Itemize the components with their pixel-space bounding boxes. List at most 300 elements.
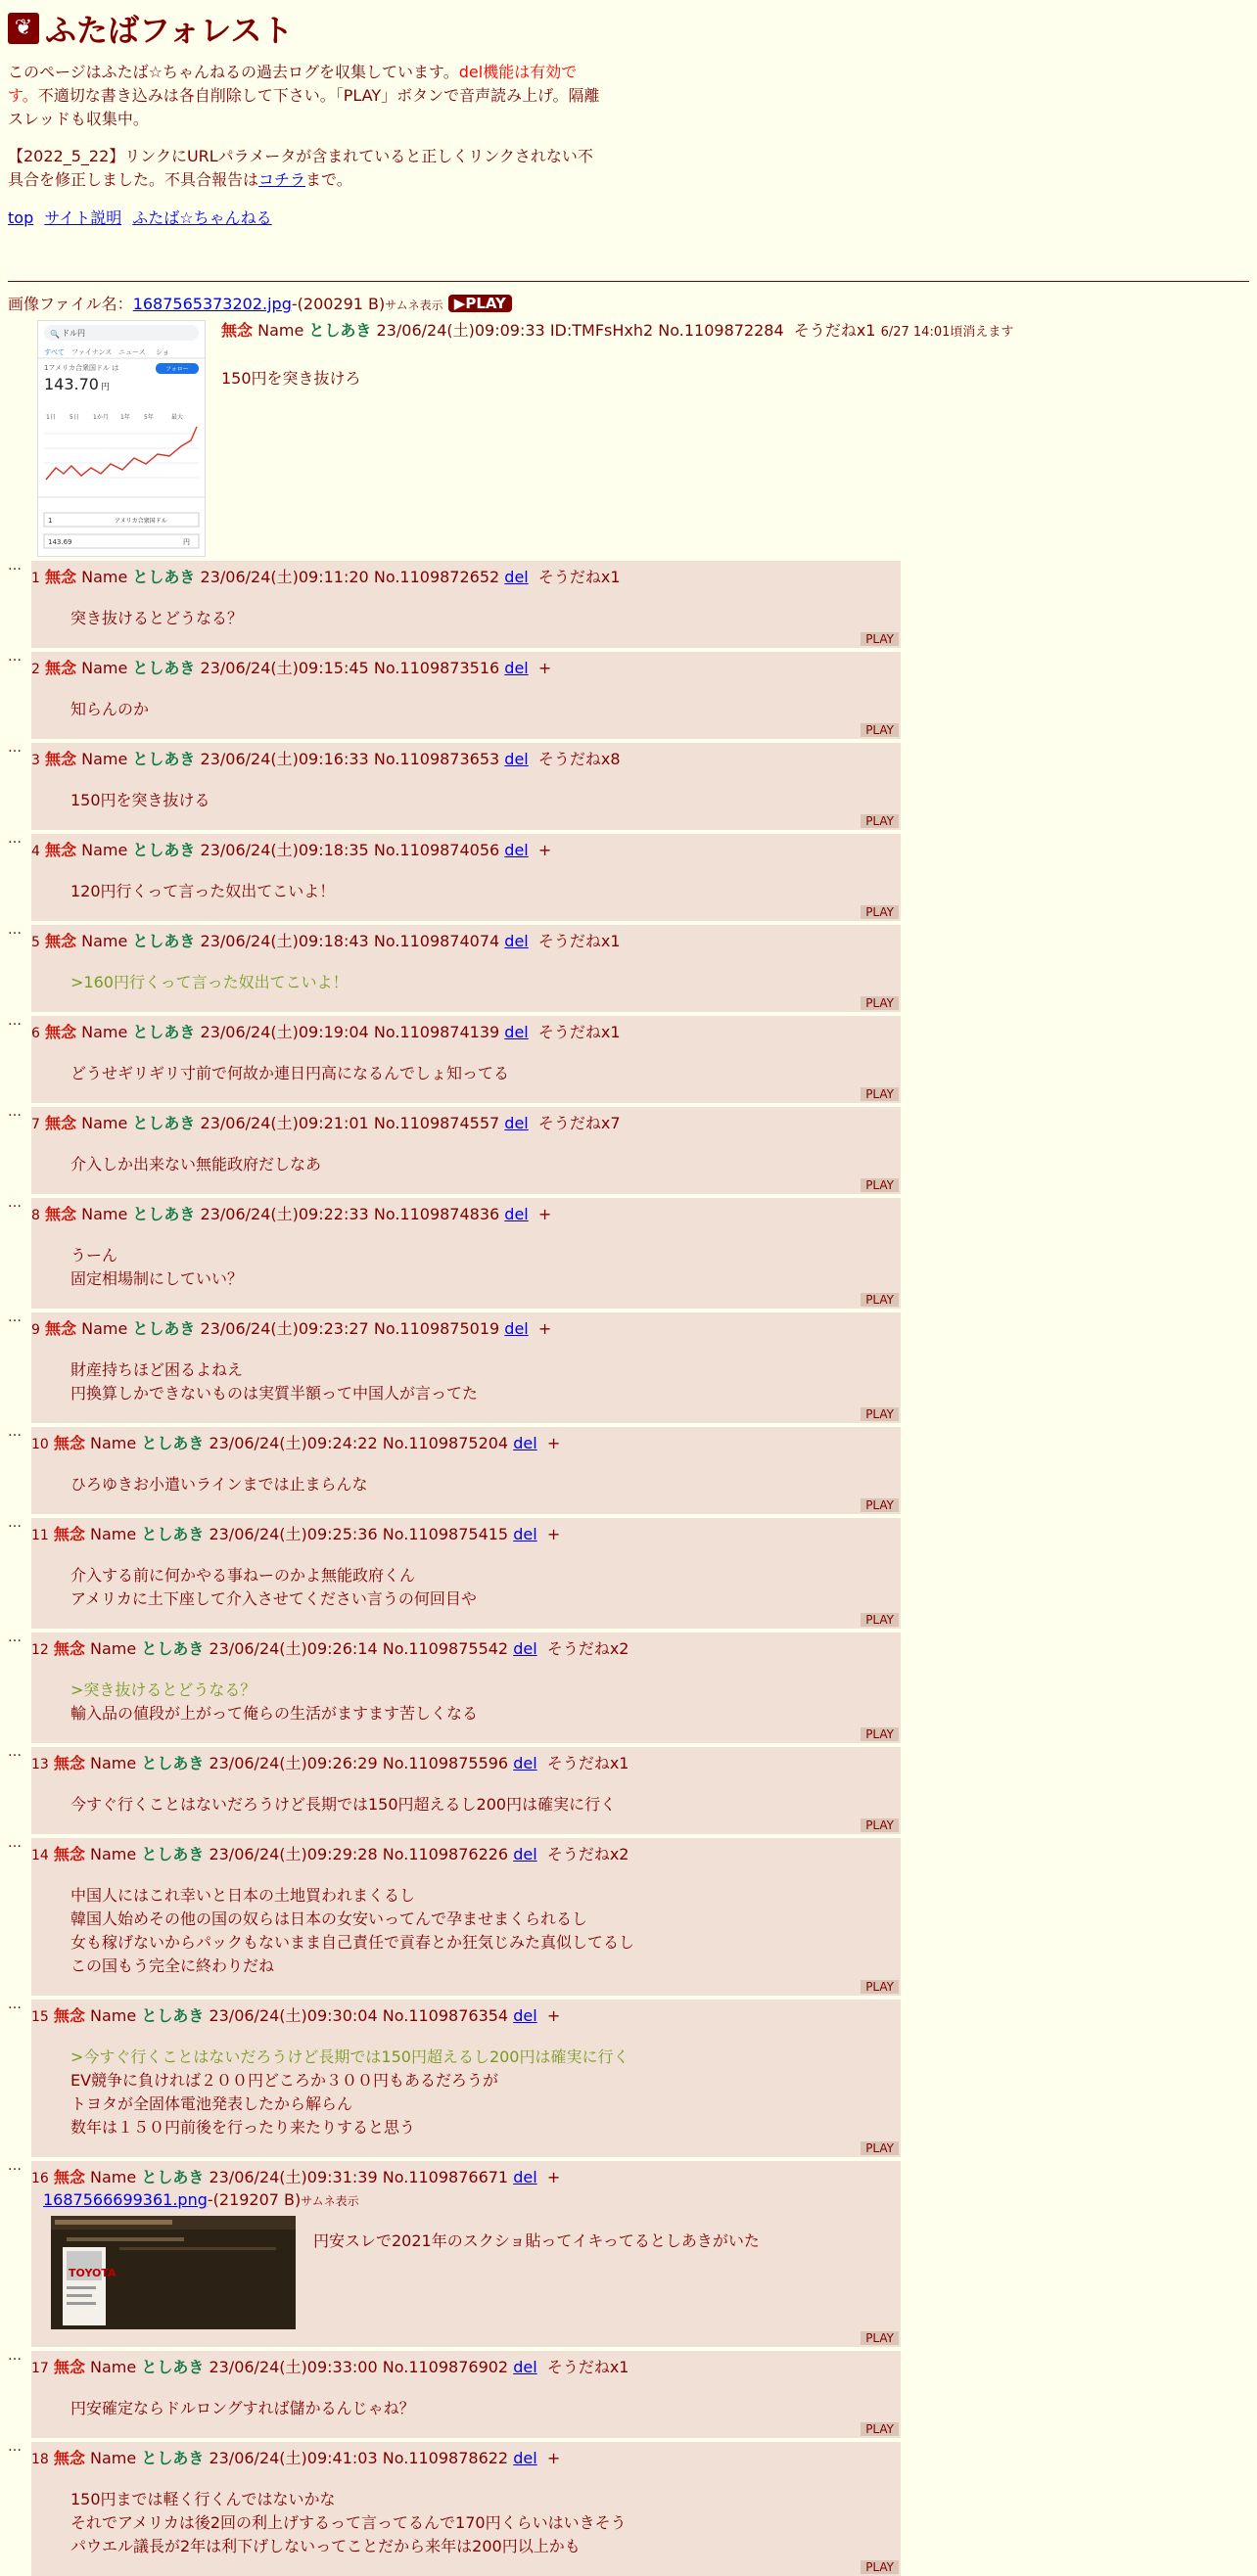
reply-box	[31, 1633, 901, 1743]
reply-box	[31, 2442, 901, 2576]
reply-row	[8, 1630, 1249, 1743]
reply-message	[70, 880, 901, 903]
reply-name: としあき	[141, 1845, 205, 1863]
reply-marker: …	[8, 2158, 22, 2174]
reply-index: 4	[31, 844, 40, 859]
thumb-range-max: 最大	[171, 414, 184, 421]
reply-no[interactable]: No.1109873516	[373, 659, 500, 677]
sodane-button[interactable]: +	[546, 2449, 561, 2467]
reply-play-button[interactable]: PLAY	[861, 1178, 899, 1192]
message-line: EV競争に負ければ２００円どころか３００円もあるだろうが	[70, 2071, 499, 2090]
del-link[interactable]: del	[504, 1023, 529, 1041]
reply-name: としあき	[132, 1114, 196, 1132]
quote-line: >突き抜けるとどうなる？	[70, 1680, 256, 1699]
reply-box	[31, 1198, 901, 1309]
sodane-button[interactable]: +	[537, 1319, 552, 1338]
site-header	[8, 6, 1249, 51]
message-line: 150円までは軽く行くんではないかな	[70, 2490, 336, 2508]
reply-marker: …	[8, 831, 22, 847]
reply-row	[8, 1013, 1249, 1103]
reply-play-button[interactable]: PLAY	[861, 1293, 899, 1307]
sodane-button[interactable]: そうだねx1	[537, 568, 621, 586]
play-icon: ▶	[453, 295, 466, 312]
reply-datetime: 23/06/24(土)09:18:35	[200, 841, 369, 859]
thumb-tab-news: ニュース	[118, 348, 146, 356]
reply-index: 1	[31, 571, 40, 586]
reply-index: 2	[31, 662, 40, 677]
reply-row	[8, 2158, 1249, 2347]
reply-header	[31, 1844, 901, 1866]
reply-marker: …	[8, 649, 22, 665]
del-link[interactable]: del	[504, 932, 529, 950]
reply-row	[8, 2439, 1249, 2576]
intro-pre: このページはふたば☆ちゃんねるの過去ログを収集しています。	[8, 63, 459, 81]
quote-line: >今すぐ行くことはないだろうけど長期では150円超えるし200円は確実に行く	[70, 2047, 629, 2066]
reply-name: としあき	[141, 2358, 205, 2376]
op-file-link[interactable]: 1687565373202.jpg	[132, 295, 292, 313]
reply-thumb-toggle[interactable]: サムネ表示	[301, 2194, 359, 2208]
reply-play-button[interactable]: PLAY	[861, 632, 899, 646]
sodane-button[interactable]: そうだねx1	[537, 1023, 621, 1041]
sodane-button[interactable]: そうだねx1	[537, 932, 621, 950]
del-link[interactable]: del	[513, 2449, 537, 2467]
reply-marker: …	[8, 1744, 22, 1760]
message-line: 突き抜けるとどうなる？	[70, 609, 244, 627]
sodane-button[interactable]: そうだねx8	[537, 750, 621, 768]
op-id: ID:TMFsHxh2	[549, 321, 654, 340]
reply-name-label: Name	[90, 1525, 137, 1543]
reply-header	[31, 1524, 901, 1546]
op-sodane[interactable]: そうだねx1	[793, 321, 876, 340]
message-line: 介入しか出来ない無能政府だしなあ	[70, 1155, 322, 1173]
thumb-search-icon: 🔍	[50, 330, 60, 339]
reply-box	[31, 1838, 901, 1996]
reply-name-label: Name	[81, 659, 128, 677]
nav-about-link[interactable]: サイト説明	[44, 208, 122, 227]
nav-top-link[interactable]: top	[8, 208, 34, 227]
reply-message	[313, 2230, 760, 2329]
reply-box	[31, 1312, 901, 1423]
reply-message	[70, 2046, 901, 2139]
sodane-button[interactable]: +	[546, 2168, 561, 2186]
reply-header	[31, 2357, 901, 2379]
reply-no[interactable]: No.1109874056	[373, 841, 500, 859]
reply-name: としあき	[132, 659, 196, 677]
reply-name: としあき	[141, 1639, 205, 1658]
reply-no[interactable]: No.1109875204	[382, 1434, 509, 1452]
op-datetime: 23/06/24(土)09:09:33	[376, 321, 545, 340]
op-header	[221, 320, 1249, 344]
reply-datetime: 23/06/24(土)09:23:27	[200, 1319, 369, 1338]
reply-marker: …	[8, 1310, 22, 1325]
reply-message	[70, 1793, 901, 1817]
sodane-button[interactable]: そうだねx2	[546, 1845, 629, 1863]
reply-name: としあき	[132, 1023, 196, 1041]
message-line: 円安確定ならドルロングすれば儲かるんじゃね？	[70, 2399, 415, 2417]
reply-datetime: 23/06/24(土)09:31:39	[209, 2168, 378, 2186]
reply-header	[31, 1318, 901, 1341]
del-link[interactable]: del	[504, 659, 529, 677]
reply-index: 9	[31, 1322, 40, 1338]
sodane-button[interactable]: +	[537, 1205, 552, 1223]
reply-index: 3	[31, 753, 40, 768]
reply-header	[31, 2005, 901, 2028]
message-line: 中国人にはこれ幸いと日本の土地買われまくるし	[70, 1886, 416, 1905]
reply-no[interactable]: No.1109875415	[382, 1525, 509, 1543]
reply-marker: …	[8, 1104, 22, 1120]
reply-play-button[interactable]: PLAY	[861, 996, 899, 1010]
reply-row	[8, 1515, 1249, 1629]
reply-name-label: Name	[81, 1319, 128, 1338]
reply-play-button[interactable]: PLAY	[861, 2560, 899, 2574]
reply-message	[70, 698, 901, 721]
site-title: ふたばフォレスト	[45, 12, 294, 49]
reply-datetime: 23/06/24(土)09:41:03	[209, 2449, 378, 2467]
del-link[interactable]: del	[513, 2006, 537, 2025]
reply-box	[31, 2161, 901, 2347]
reply-name-label: Name	[90, 1639, 137, 1658]
reply-play-button[interactable]: PLAY	[861, 1613, 899, 1627]
sodane-button[interactable]: そうだねx2	[546, 1639, 629, 1658]
reply-index: 18	[31, 2452, 49, 2467]
del-link[interactable]: del	[504, 1114, 529, 1132]
report-link[interactable]: コチラ	[258, 170, 306, 189]
message-line: アメリカに土下座して介入させてください言うの何回目や	[70, 1589, 477, 1608]
reply-play-button[interactable]: PLAY	[861, 2422, 899, 2436]
op-thumb-toggle[interactable]: サムネ表示	[385, 299, 443, 312]
reply-marker: …	[8, 1195, 22, 1211]
reply-row	[8, 1312, 1249, 1423]
message-line: 介入する前に何かやる事ねーのかよ無能政府くん	[70, 1566, 416, 1585]
reply-datetime: 23/06/24(土)09:22:33	[200, 1205, 369, 1223]
message-line: 150円を突き抜ける	[70, 791, 210, 809]
del-link[interactable]: del	[504, 841, 529, 859]
reply-subject: 無念	[45, 750, 77, 768]
reply-index: 5	[31, 935, 40, 950]
reply-header	[31, 1433, 901, 1455]
reply-play-button[interactable]: PLAY	[861, 1727, 899, 1741]
del-link[interactable]: del	[504, 750, 529, 768]
reply-name-label: Name	[90, 2006, 137, 2025]
reply-file-info	[43, 2189, 901, 2212]
reply-no[interactable]: No.1109874557	[373, 1114, 500, 1132]
reply-header	[31, 749, 901, 771]
reply-header	[31, 1204, 901, 1226]
reply-name-label: Name	[81, 932, 128, 950]
sodane-button[interactable]: +	[537, 659, 552, 677]
reply-play-button[interactable]: PLAY	[861, 1407, 899, 1421]
reply-header	[31, 658, 901, 680]
op-body	[221, 320, 1249, 557]
reply-header	[31, 1753, 901, 1775]
reply-index: 13	[31, 1757, 49, 1772]
reply-marker: …	[8, 740, 22, 756]
reply-box	[31, 2351, 901, 2438]
message-line: ひろゆきお小遣いラインまでは止まらんな	[70, 1475, 368, 1494]
del-link[interactable]: del	[504, 568, 529, 586]
reply-subject: 無念	[45, 1205, 77, 1223]
reply-no[interactable]: No.1109878622	[382, 2449, 509, 2467]
reply-index: 7	[31, 1117, 40, 1132]
op-no[interactable]: No.1109872284	[658, 321, 784, 340]
del-link[interactable]: del	[513, 1434, 537, 1452]
message-line: 固定相場制にしていい？	[70, 1269, 244, 1288]
thumb-field2-unit: 円	[183, 538, 190, 546]
thumb-tab-all: すべて	[44, 348, 65, 356]
reply-box	[31, 1747, 901, 1834]
sodane-button[interactable]: +	[546, 1434, 561, 1452]
reply-marker: …	[8, 1630, 22, 1645]
reply-row	[8, 1104, 1249, 1194]
reply-index: 17	[31, 2361, 49, 2376]
reply-no[interactable]: No.1109874074	[373, 932, 500, 950]
reply-marker: …	[8, 1515, 22, 1531]
message-line: 今すぐ行くことはないだろうけど長期では150円超えるし200円は確実に行く	[70, 1795, 617, 1814]
reply-play-button[interactable]: PLAY	[861, 1818, 899, 1832]
reply-message	[70, 607, 901, 630]
reply-no[interactable]: No.1109875596	[382, 1754, 509, 1772]
reply-header	[31, 567, 901, 589]
message-line: うーん	[70, 1246, 118, 1265]
reply-subject: 無念	[53, 1754, 85, 1772]
reply-datetime: 23/06/24(土)09:33:00	[209, 2358, 378, 2376]
reply-subject: 無念	[53, 1639, 85, 1658]
reply-name-label: Name	[90, 2358, 137, 2376]
sodane-button[interactable]: そうだねx7	[537, 1114, 621, 1132]
reply-play-button[interactable]: PLAY	[861, 1498, 899, 1512]
notice-post: まで。	[305, 170, 352, 189]
thumb-range-1m: 1か月	[93, 414, 109, 421]
reply-name: としあき	[141, 2449, 205, 2467]
reply-name-label: Name	[90, 1845, 137, 1863]
del-link[interactable]: del	[504, 1205, 529, 1223]
reply-thumbnail-image	[51, 2216, 296, 2329]
reply-header	[31, 840, 901, 862]
op-play-label: PLAY	[465, 295, 506, 312]
reply-datetime: 23/06/24(土)09:29:28	[209, 1845, 378, 1863]
reply-no[interactable]: No.1109874139	[373, 1023, 500, 1041]
reply-header	[31, 1022, 901, 1044]
del-link[interactable]: del	[513, 1845, 537, 1863]
message-line: 輸入品の値段が上がって俺らの生活がますます苦しくなる	[70, 1704, 479, 1723]
reply-file-size: -(219207 B)	[207, 2190, 302, 2209]
reply-name: としあき	[132, 1319, 196, 1338]
reply-name: としあき	[141, 1754, 205, 1772]
reply-header	[31, 1113, 901, 1135]
reply-header	[31, 2448, 901, 2470]
reply-box	[31, 743, 901, 830]
reply-name: としあき	[141, 1525, 205, 1543]
reply-datetime: 23/06/24(土)09:30:04	[209, 2006, 378, 2025]
reply-subject: 無念	[53, 2006, 85, 2025]
reply-marker: …	[8, 1424, 22, 1440]
thumb-unit: 円	[101, 383, 111, 392]
reply-play-button[interactable]: PLAY	[861, 2141, 899, 2155]
op-expire: 6/27 14:01頃消えます	[880, 325, 1014, 340]
reply-play-button[interactable]: PLAY	[861, 905, 899, 919]
reply-box	[31, 1016, 901, 1103]
thumb-field1: 1	[48, 517, 53, 525]
reply-name: としあき	[132, 932, 196, 950]
reply-subject: 無念	[53, 2358, 85, 2376]
thumb-rate: 143.70	[44, 375, 99, 393]
message-line: 女も稼げないからパックもないまま自己責任で貢春とか狂気じみた真似してるし	[70, 1933, 635, 1952]
thumb-tab-shopping: ショ	[156, 348, 169, 356]
reply-name-label: Name	[81, 1205, 128, 1223]
reply-play-button[interactable]: PLAY	[861, 1087, 899, 1101]
reply-no[interactable]: No.1109875542	[382, 1639, 509, 1658]
reply-box	[31, 2000, 901, 2157]
reply-subject: 無念	[45, 841, 77, 859]
reply-subject: 無念	[45, 1023, 77, 1041]
reply-marker: …	[8, 2439, 22, 2455]
reply-subject: 無念	[53, 2449, 85, 2467]
reply-name-label: Name	[90, 2449, 137, 2467]
reply-index: 11	[31, 1528, 49, 1543]
sodane-button[interactable]: +	[546, 1525, 561, 1543]
notice-pre: 【2022_5_22】リンクにURLパラメータが含まれていると正しくリンクされない不具合を修正しました。不具合報告は	[8, 147, 593, 189]
message-line: この国もう完全に終わりだね	[70, 1956, 275, 1975]
reply-no[interactable]: No.1109875019	[373, 1319, 500, 1338]
thumb-tab-finance: ファイナンス	[71, 348, 113, 356]
reply-message	[70, 1358, 901, 1405]
reply-datetime: 23/06/24(土)09:19:04	[200, 1023, 369, 1041]
reply-datetime: 23/06/24(土)09:11:20	[200, 568, 369, 586]
op-play-button[interactable]	[448, 295, 512, 312]
thumb-field2: 143.69	[48, 538, 72, 546]
reply-subject: 無念	[53, 1525, 85, 1543]
reply-marker: …	[8, 2348, 22, 2364]
reply-subject: 無念	[53, 1434, 85, 1452]
reply-no[interactable]: No.1109876354	[382, 2006, 509, 2025]
message-line: 財産持ちほど困るよねえ	[70, 1360, 244, 1379]
reply-header	[31, 1638, 901, 1661]
reply-subject: 無念	[45, 568, 77, 586]
reply-name-label: Name	[90, 1434, 137, 1452]
reply-thumbnail[interactable]	[51, 2216, 296, 2329]
reply-marker: …	[8, 1013, 22, 1029]
op-file-info	[8, 294, 1249, 316]
reply-name-label: Name	[81, 1023, 128, 1041]
reply-row	[8, 1997, 1249, 2157]
reply-subject: 無念	[45, 1114, 77, 1132]
reply-subject: 無念	[53, 1845, 85, 1863]
reply-subject: 無念	[45, 659, 77, 677]
sodane-button[interactable]: そうだねx1	[546, 1754, 629, 1772]
reply-row	[8, 831, 1249, 921]
reply-row	[8, 740, 1249, 830]
reply-no[interactable]: No.1109876902	[382, 2358, 509, 2376]
del-link[interactable]: del	[513, 1639, 537, 1658]
reply-index: 16	[31, 2171, 49, 2186]
sodane-button[interactable]: +	[537, 841, 552, 859]
reply-row	[8, 1744, 1249, 1834]
reply-box	[31, 834, 901, 921]
reply-datetime: 23/06/24(土)09:26:14	[209, 1639, 378, 1658]
del-link[interactable]: del	[513, 1525, 537, 1543]
reply-message	[70, 1062, 901, 1085]
reply-no[interactable]: No.1109874836	[373, 1205, 500, 1223]
message-line: それでアメリカは後2回の利上げするって言ってるんで170円くらいはいきそう	[70, 2513, 627, 2532]
nav-links	[8, 206, 1249, 228]
reply-datetime: 23/06/24(土)09:26:29	[209, 1754, 378, 1772]
del-link[interactable]: del	[513, 2168, 537, 2186]
op-message: 150円を突き抜けろ	[221, 369, 361, 388]
del-link[interactable]: del	[504, 1319, 529, 1338]
notice-text	[8, 145, 605, 192]
reply-name-label: Name	[81, 568, 128, 586]
reply-play-button[interactable]: PLAY	[861, 1980, 899, 1994]
op-thumbnail[interactable]	[37, 320, 206, 557]
thumb-range-5y: 5年	[144, 414, 154, 421]
del-link[interactable]: del	[513, 2358, 537, 2376]
del-link[interactable]: del	[513, 1754, 537, 1772]
reply-datetime: 23/06/24(土)09:15:45	[200, 659, 369, 677]
reply-index: 8	[31, 1208, 40, 1223]
reply-marker: …	[8, 558, 22, 574]
reply-message	[70, 789, 901, 812]
reply-index: 10	[31, 1437, 49, 1452]
reply-datetime: 23/06/24(土)09:21:01	[200, 1114, 369, 1132]
op-name-label: Name	[257, 321, 304, 340]
reply-row	[8, 558, 1249, 648]
reply-subject: 無念	[53, 2168, 85, 2186]
reply-message	[70, 1153, 901, 1176]
reply-row	[8, 922, 1249, 1012]
message-line: 円換算しかできないものは実質半額って中国人が言ってた	[70, 1384, 479, 1403]
reply-marker: …	[8, 1997, 22, 2012]
reply-play-button[interactable]: PLAY	[861, 814, 899, 828]
reply-box	[31, 1518, 901, 1629]
reply-file-link[interactable]: 1687566699361.png	[43, 2190, 208, 2209]
reply-row	[8, 1835, 1249, 1996]
thumb-range-5d: 5日	[70, 414, 79, 421]
reply-play-button[interactable]: PLAY	[861, 723, 899, 737]
reply-no[interactable]: No.1109872652	[373, 568, 500, 586]
sodane-button[interactable]: そうだねx1	[546, 2358, 629, 2376]
reply-name-label: Name	[81, 750, 128, 768]
reply-name: としあき	[132, 568, 196, 586]
sodane-button[interactable]: +	[546, 2006, 561, 2025]
reply-name: としあき	[132, 750, 196, 768]
message-line: パウエル議長が2年は利下げしないってことだから来年は200円以上かも	[70, 2537, 581, 2555]
reply-name-label: Name	[81, 1114, 128, 1132]
reply-no[interactable]: No.1109876226	[382, 1845, 509, 1863]
reply-no[interactable]: No.1109873653	[373, 750, 500, 768]
reply-no[interactable]: No.1109876671	[382, 2168, 509, 2186]
reply-thumb-brand: TOYOTA	[69, 2267, 116, 2279]
reply-name: としあき	[132, 841, 196, 859]
op-subject: 無念	[221, 321, 254, 340]
reply-play-button[interactable]: PLAY	[861, 2331, 899, 2345]
nav-futaba-link[interactable]: ふたば☆ちゃんねる	[132, 208, 272, 227]
reply-name: としあき	[141, 1434, 205, 1452]
reply-subject: 無念	[45, 1319, 77, 1338]
reply-box	[31, 1427, 901, 1514]
reply-index: 14	[31, 1848, 49, 1863]
op-name: としあき	[308, 321, 372, 340]
reply-index: 12	[31, 1642, 49, 1658]
reply-box	[31, 652, 901, 739]
thumb-range-1d: 1日	[46, 414, 56, 421]
reply-box	[31, 1107, 901, 1194]
message-line: 数年は１５０円前後を行ったり来たりすると思う	[70, 2118, 416, 2137]
reply-name-label: Name	[90, 1754, 137, 1772]
reply-name-label: Name	[90, 2168, 137, 2186]
reply-datetime: 23/06/24(土)09:18:43	[200, 932, 369, 950]
reply-message	[70, 1473, 901, 1496]
reply-marker: …	[8, 922, 22, 938]
